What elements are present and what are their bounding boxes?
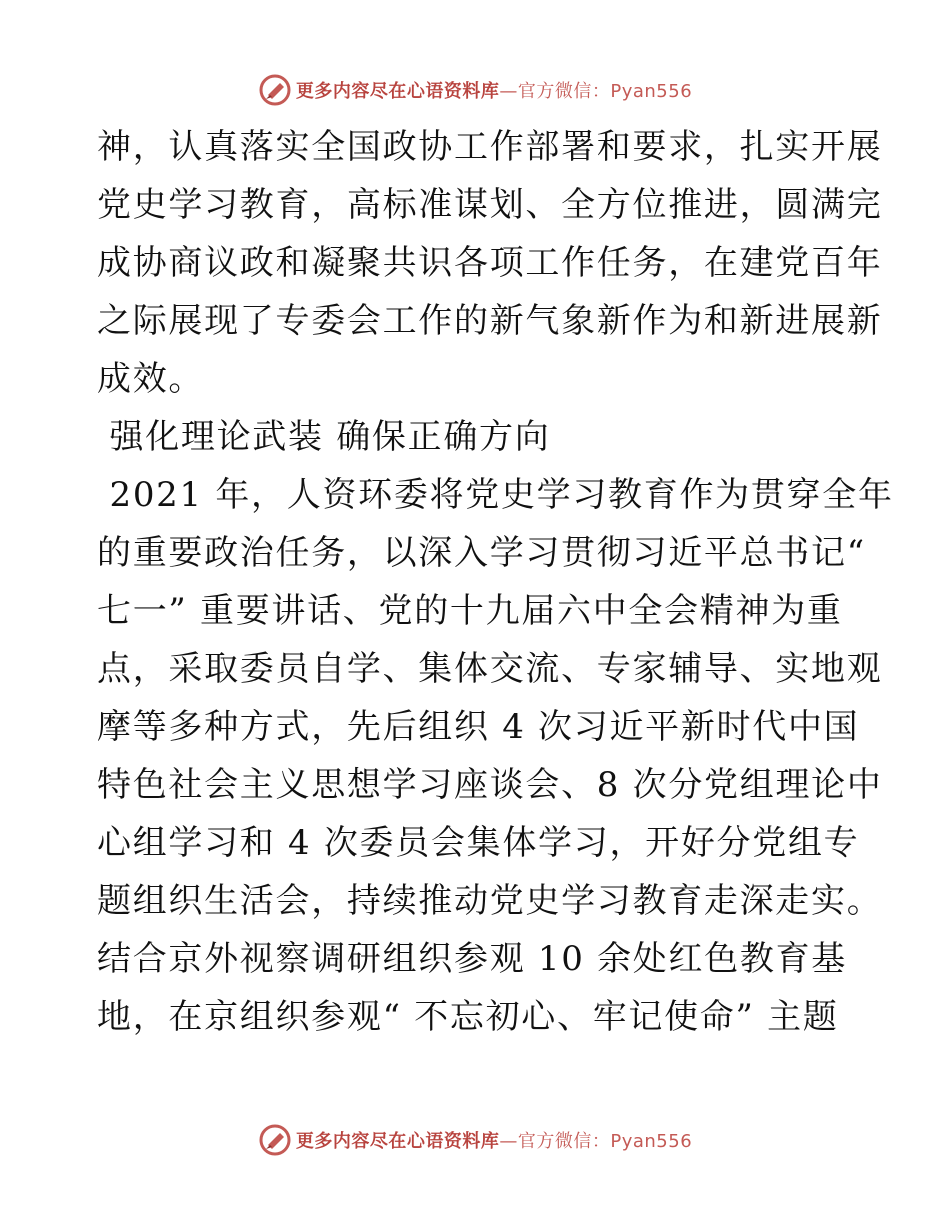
text-line: 结合京外视察调研组织参观 10 余处红色教育基 — [97, 939, 847, 979]
heading-line: 强化理论武装 确保正确方向 — [97, 417, 551, 457]
paragraph-intro — [97, 118, 883, 408]
text-line: 心组学习和 4 次委员会集体学习，开好分党组专 — [97, 823, 860, 863]
text-line: 2021 年，人资环委将党史学习教育作为贯穿全年 — [97, 475, 894, 515]
text-line: 成协商议政和凝聚共识各项工作任务，在建党百年 — [97, 243, 883, 283]
text-line: 党史学习教育，高标准谋划、全方位推进，圆满完 — [97, 185, 883, 225]
text-line: 成效。 — [97, 359, 205, 399]
section-heading — [97, 408, 857, 466]
logo-icon — [258, 73, 292, 107]
banner-text: 更多内容尽在心语资料库—官方微信：Pyan556 — [295, 81, 693, 102]
text-line: 地，在京组织参观“ 不忘初心、牢记使命” 主题 — [97, 997, 839, 1037]
paragraph-main — [97, 466, 894, 1046]
text-line: 点，采取委员自学、集体交流、专家辅导、实地观 — [97, 649, 883, 689]
text-line: 的重要政治任务，以深入学习贯彻习近平总书记“ — [97, 533, 866, 573]
text-line: 题组织生活会，持续推动党史学习教育走深走实。 — [97, 881, 883, 921]
header-banner — [0, 70, 950, 110]
text-line: 特色社会主义思想学习座谈会、8 次分党组理论中 — [97, 765, 883, 805]
footer-banner — [0, 1120, 950, 1160]
document-body — [97, 118, 894, 1046]
text-line: 七一” 重要讲话、党的十九届六中全会精神为重 — [97, 591, 843, 631]
banner-text: 更多内容尽在心语资料库—官方微信：Pyan556 — [295, 1131, 693, 1152]
text-line: 神，认真落实全国政协工作部署和要求，扎实开展 — [97, 127, 883, 167]
logo-icon — [258, 1123, 292, 1157]
text-line: 摩等多种方式，先后组织 4 次习近平新时代中国 — [97, 707, 860, 747]
text-line: 之际展现了专委会工作的新气象新作为和新进展新 — [97, 301, 883, 341]
